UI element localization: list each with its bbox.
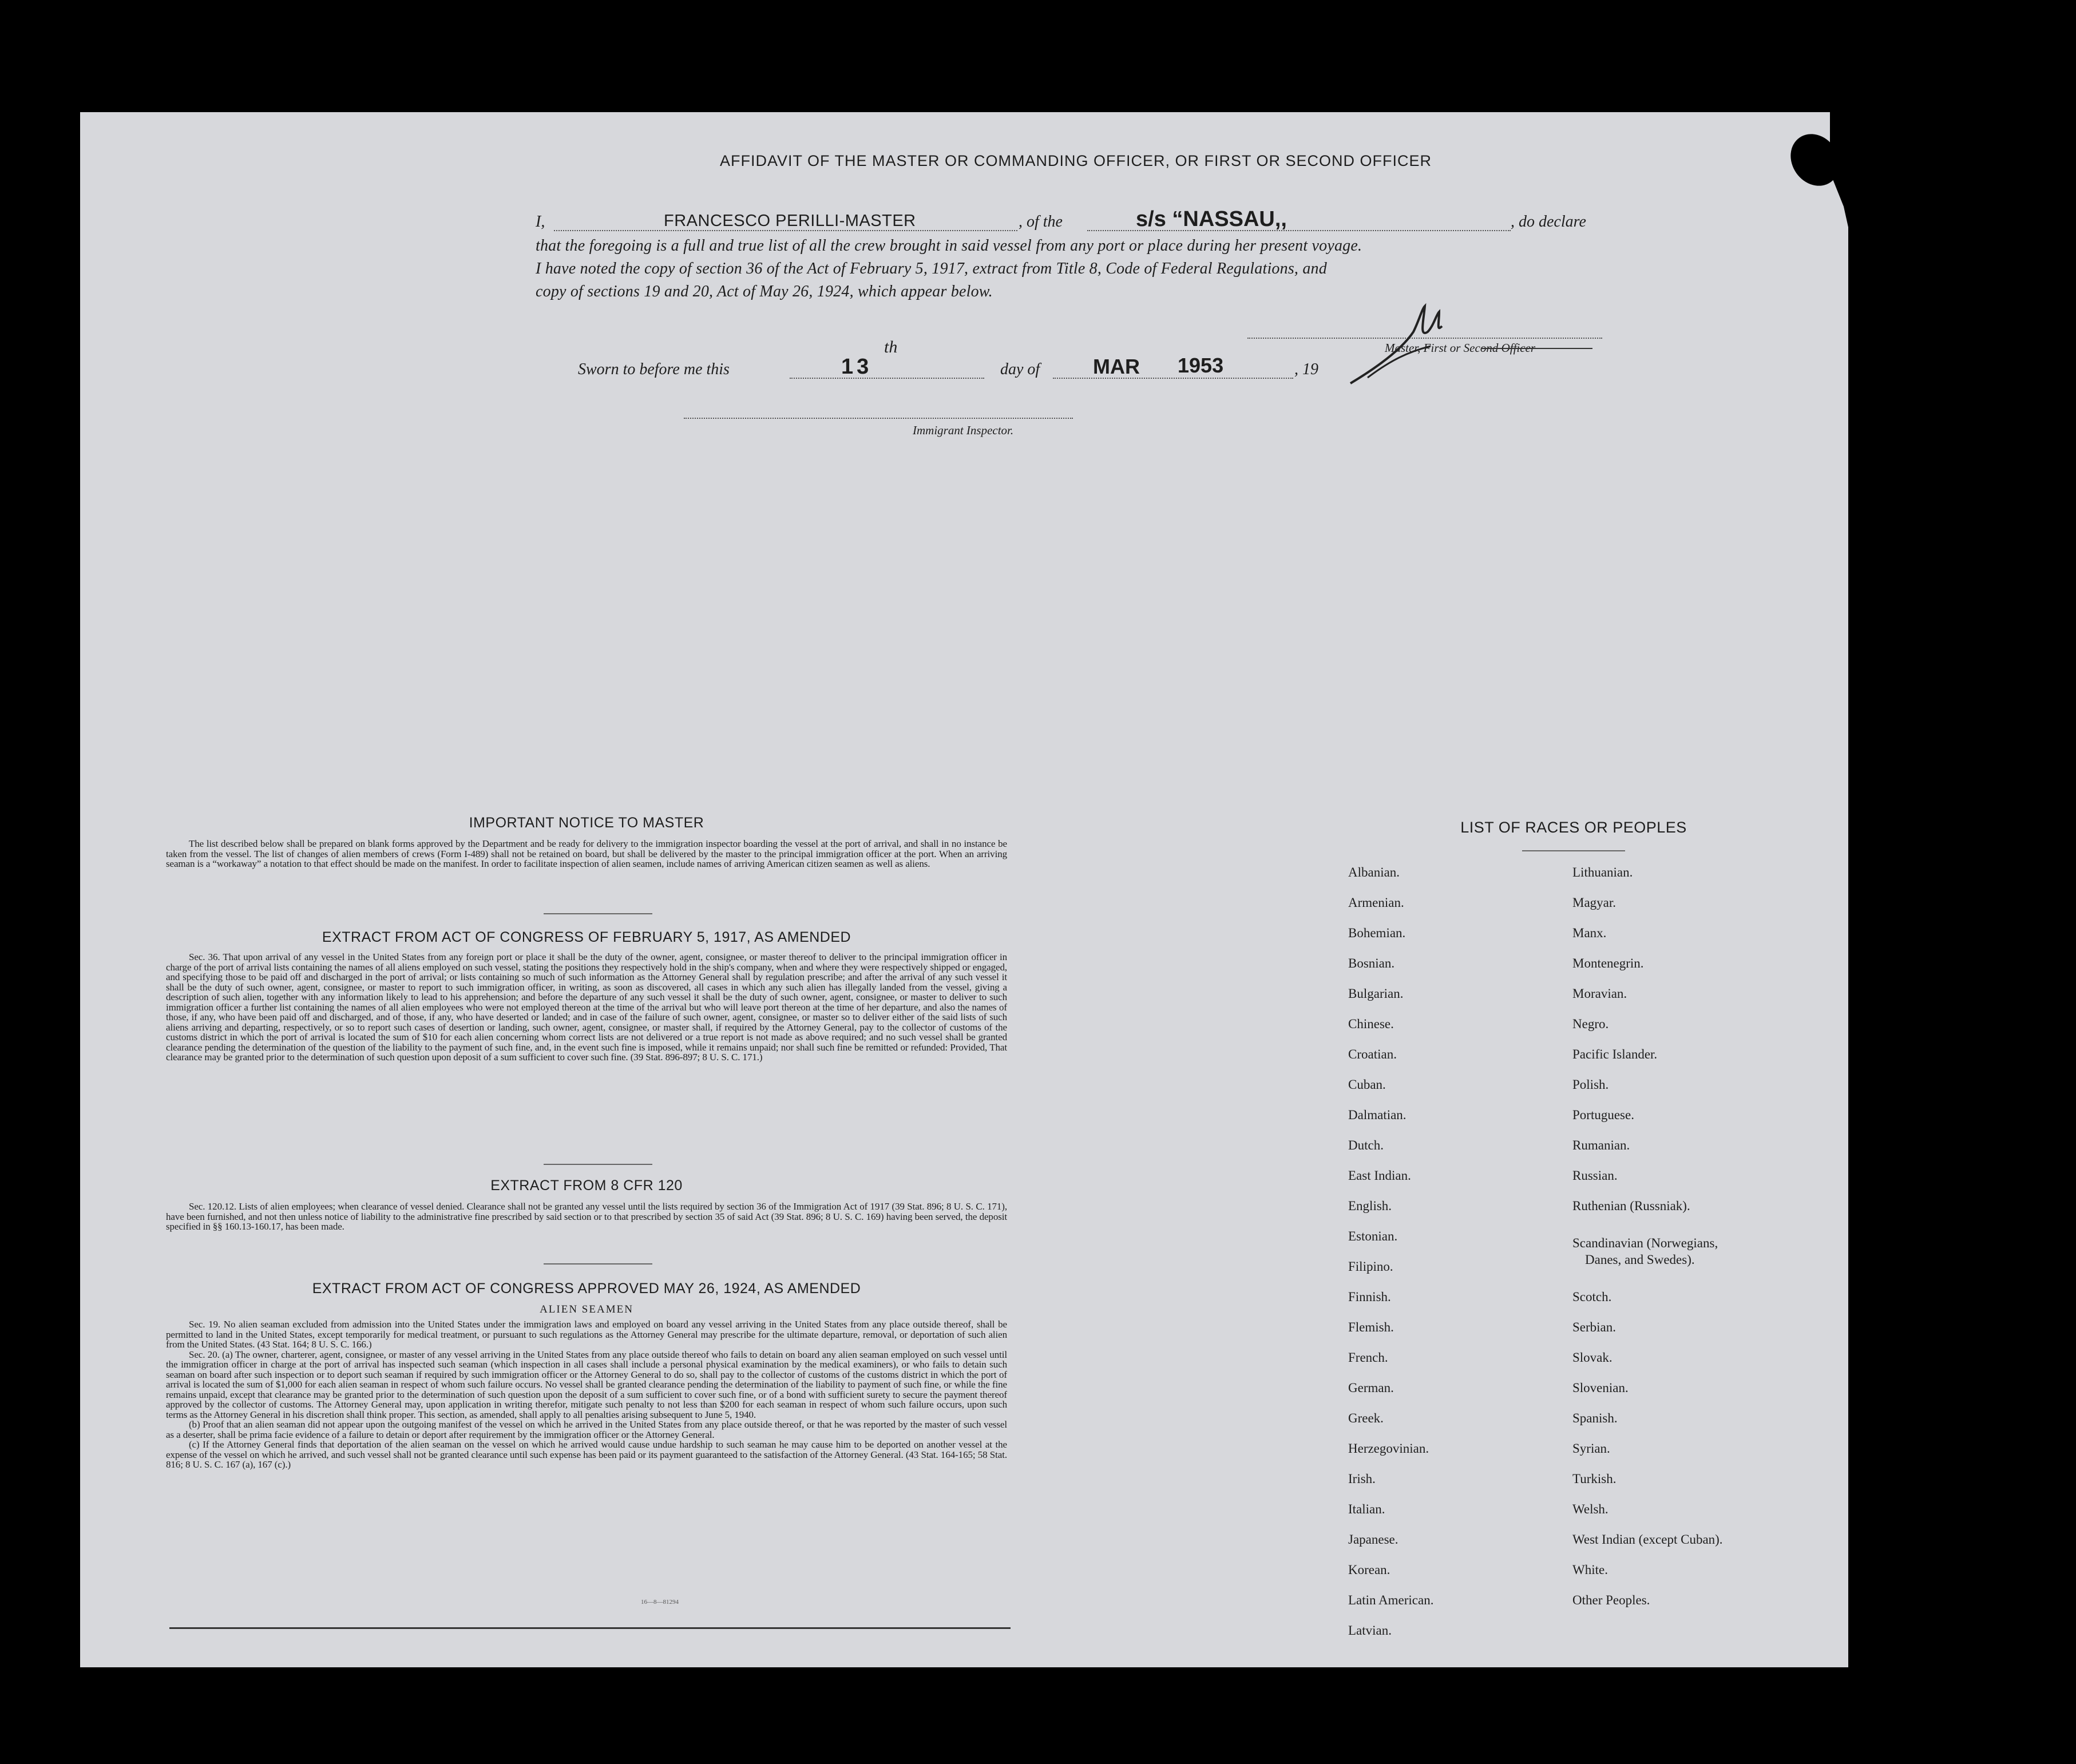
race-item: Bulgarian. [1348,986,1404,1001]
race-item: Slovenian. [1572,1381,1629,1395]
signer-caption: Master, First or Second Officer [1385,341,1536,355]
race-item: Estonian. [1348,1229,1398,1243]
race-item: Korean. [1348,1563,1390,1577]
declaration-line-2: that the foregoing is a full and true list of all the crew brought in said vessel from any port or place during her present voyage. [536,237,1362,255]
race-item: Chinese. [1348,1017,1394,1031]
race-item: Dutch. [1348,1138,1384,1152]
declaration-line-4: copy of sections 19 and 20, Act of May 26, 1924, which appear below. [536,283,993,300]
race-item: Negro. [1572,1017,1609,1031]
sworn-day: 13 [841,355,873,379]
race-item: Spanish. [1572,1411,1618,1425]
punch-hole [1951,1612,1975,1636]
race-item: Dalmatian. [1348,1108,1407,1122]
extract-1917-paragraph: Sec. 36. That upon arrival of any vessel in the United States from any foreign port or place it shall be the duty of the owner, agent, consignee, or master thereof to deliver to the principal immigration officer in charge of the port of arrival lists containing the names of all aliens employed on such vessel, stating the positions they respectively hold in the ship's company, when and where they were respectively shipped or engaged, and specifying those to be paid off and discharged in the port of arrival; or lists containing so much of such information as the Attorney General shall by regulation prescribe; and after the arrival of any such vessel it shall be the duty of such owner, agent, consignee, or master to report to such immigration officer, in writing, as soon as discovered, all cases in which any such alien has illegally landed from the vessel, giving a description of such alien, together with any information likely to lead to his apprehension; and before the departure of any such vessel it shall be the duty of such owner, agent, consignee, or master to deliver to such immigration officer a further list containing the names of all alien employees who were not employed thereon at the time of the arrival but who will leave port thereon at the time of her departure, and also the names of those, if any, who have been paid off and discharged, and of those, if any, who have deserted or landed; and in case of the failure of such owner, agent, consignee, or master so to deliver either of the said lists of such aliens arriving and departing, respectively, or so to report such cases of desertion or landing, such owner, agent, consignee, or master shall, if required by the Attorney General, pay to the collector of customs of the customs district in which the port of arrival is located the sum of $10 for each alien concerning whom correct lists are not delivered or a true report is not made as above required; and no such vessel shall be granted clearance pending the determination of the question of the liability to the payment of such fine, and, in the event such fine is imposed, while it remains unpaid; nor shall such fine be remitted or refunded: Provided, That clearance may be granted prior to the determination of such question upon deposit of a sum sufficient to cover such fine. (39 Stat. 896-897; 8 U. S. C. 171.) [166,952,1007,1063]
race-item: Manx. [1572,926,1607,940]
ink-smudge [1831,117,1854,146]
race-item: Ruthenian (Russniak). [1572,1199,1690,1213]
race-item: Cuban. [1348,1077,1386,1092]
race-item: Japanese. [1348,1532,1398,1547]
extract-1924-subtitle: ALIEN SEAMEN [540,1303,633,1315]
race-item: Bosnian. [1348,956,1395,970]
race-item: Magyar. [1572,895,1617,910]
sworn-month: MAR [1093,355,1140,378]
divider [544,1164,652,1165]
inspector-line [684,418,1073,419]
section-20c: (c) If the Attorney General finds that deportation of the alien seaman on the vessel on which he arrived would cause undue hardship to such seaman he may cause him to be deported on another vessel at the expense of the vessel on which he arrived, and such vessel shall not be granted clearance until such expense has been paid or its payment guaranteed to the satisfaction of the Attorney General. (43 Stat. 164-165; 58 Stat. 816; 8 U. S. C. 167 (a), 167 (c).) [166,1439,1007,1470]
race-item: Serbian. [1572,1320,1617,1334]
notice-title: IMPORTANT NOTICE TO MASTER [469,815,704,831]
punch-hole [1951,671,1975,695]
do-declare-text: , do declare [1511,213,1586,231]
divider [1522,850,1625,851]
of-the-text: , of the [1019,213,1063,231]
race-item: Latin American. [1348,1593,1434,1607]
master-name: FRANCESCO PERILLI-MASTER [664,212,916,230]
race-item: Croatian. [1348,1047,1397,1061]
race-item: Turkish. [1572,1472,1617,1486]
bottom-rule [169,1627,1011,1629]
punch-hole [1951,1525,1975,1549]
extract-cfr-text [166,1202,1007,1232]
notice-text [166,839,1007,869]
race-item: West Indian (except Cuban). [1572,1532,1723,1547]
extract-cfr-title: EXTRACT FROM 8 CFR 120 [490,1178,683,1194]
race-item: Latvian. [1348,1623,1392,1638]
extract-1924-title: EXTRACT FROM ACT OF CONGRESS APPROVED MAY 26, 1924, AS AMENDED [312,1281,861,1297]
race-item: English. [1348,1199,1392,1213]
race-item: German. [1348,1381,1394,1395]
race-item: Rumanian. [1572,1138,1630,1152]
race-item: Albanian. [1348,865,1400,879]
race-item: Scotch. [1572,1290,1612,1304]
declaration-line-3: I have noted the copy of section 36 of the Act of February 5, 1917, extract from Title 8, Code of Federal Regulations, and [536,260,1327,278]
race-item: Syrian. [1572,1441,1610,1456]
print-code: 16—8—81294 [641,1599,679,1606]
vessel-name: s/s “NASSAU,, [1136,207,1287,231]
section-19: Sec. 19. No alien seaman excluded from admission into the United States under the immigration laws and employed on board any vessel arriving in the United States from any place outside thereof, shall be permitted to land in the United States, except temporarily for medical treatment, or pursuant to such regulations as the Attorney General may prescribe for the ultimate departure, removal, or deportation of such alien from the United States. (43 Stat. 164; 8 U. S. C. 166.) [166,1319,1007,1350]
month-fill-line [1053,378,1293,379]
day-suffix: th [884,338,898,356]
signature [1333,298,1459,389]
race-item: French. [1348,1350,1388,1365]
punch-hole [1951,1173,1975,1197]
race-item: White. [1572,1563,1608,1577]
strike-through [1481,348,1592,349]
race-item: Slovak. [1572,1350,1613,1365]
punch-hole [1951,577,1975,601]
affidavit-i: I, [536,213,545,231]
race-item: Russian. [1572,1168,1618,1183]
extract-1917-text [166,952,1007,1063]
day-of-text: day of [1000,360,1040,378]
race-item: Welsh. [1572,1502,1608,1516]
race-item: Polish. [1572,1077,1609,1092]
race-item: Scandinavian (Norwegians, [1572,1236,1718,1250]
race-item: Finnish. [1348,1290,1391,1304]
section-20a: Sec. 20. (a) The owner, charterer, agent, consignee, or master of any vessel arriving in the United States from any place outside thereof who fails to detain on board any alien seaman employed on such vessel until the immigration officer in charge at the port of arrival has inspected such seaman (which inspection in all cases shall include a personal physical examination by the medical examiners), or who fails to detain such seaman on board after such inspection or to deport such seaman if required by such immigration officer or the Attorney General to do so, shall pay to the collector of customs of the customs district in which the port of arrival is located the sum of $1,000 for each alien seaman in respect of whom such failure occurs. No vessel shall be granted clearance pending the determination of the liability to payment of such fine, or while the fine remains unpaid, except that clearance may be granted prior to the determination of such question upon the deposit of a sum sufficient to cover such fine, or of a bond with sufficient surety to secure the payment thereof approved by the collector of customs. The Attorney General may, upon application in writing therefor, mitigate such penalty to not less than $200 for each seaman in respect of whom such failure occurs, upon such terms as the Attorney General in his discretion shall think proper. This section, as amended, shall apply to all penalties arising subsequent to June 5, 1940. [166,1349,1007,1420]
notice-paragraph: The list described below shall be prepared on blank forms approved by the Department and be ready for delivery to the immigration inspector boarding the vessel at the port of arrival, and shall in no instance be taken from the vessel. The list of changes of alien members of crews (Form I-489) shall not be retained on board, but shall be delivered by the master to the principal immigration officer at the port. When an arriving seaman is a “workaway” a notation to that effect should be made on the manifest. In order to facilitate inspection of alien seamen, include names of arriving American citizen seamen as well as aliens. [166,838,1007,869]
race-item: Danes, and Swedes). [1585,1252,1695,1267]
punch-hole [1951,1262,1975,1286]
affidavit-title: AFFIDAVIT OF THE MASTER OR COMMANDING OFFICER, OR FIRST OR SECOND OFFICER [719,152,1432,169]
punch-hole [1951,312,1975,336]
divider [544,913,652,914]
race-item: Pacific Islander. [1572,1047,1658,1061]
sworn-text: Sworn to before me this [578,360,730,378]
race-item: Armenian. [1348,895,1404,910]
divider [544,1263,652,1264]
race-item: Portuguese. [1572,1108,1634,1122]
race-item: Moravian. [1572,986,1627,1001]
race-item: Italian. [1348,1502,1385,1516]
race-item: Greek. [1348,1411,1384,1425]
sworn-year: 1953 [1178,354,1224,377]
race-item: Herzegovinian. [1348,1441,1429,1456]
race-item: Bohemian. [1348,926,1406,940]
race-item: Irish. [1348,1472,1376,1486]
race-item: Montenegrin. [1572,956,1644,970]
inspector-caption: Immigrant Inspector. [913,423,1014,437]
races-title: LIST OF RACES OR PEOPLES [1460,819,1687,836]
race-item: Flemish. [1348,1320,1394,1334]
race-item: Lithuanian. [1572,865,1633,879]
nineteen-text: , 19 [1294,360,1318,378]
race-item: East Indian. [1348,1168,1411,1183]
extract-1917-title: EXTRACT FROM ACT OF CONGRESS OF FEBRUARY 5, 1917, AS AMENDED [322,929,851,945]
section-20b: (b) Proof that an alien seaman did not appear upon the outgoing manifest of the vessel on which he arrived in the United States from any place outside thereof, or that he was reported by the master of such vessel as a deserter, shall be prima facie evidence of a failure to detain or deport after requirement by the immigration officer or the Attorney General. [166,1419,1007,1440]
day-fill-line [790,378,984,379]
race-item: Filipino. [1348,1259,1393,1274]
extract-1924-text [166,1319,1007,1470]
extract-cfr-paragraph: Sec. 120.12. Lists of alien employees; when clearance of vessel denied. Clearance shall not be granted any vessel until the lists required by section 36 of the Immigration Act of 1917 (39 Stat. 896; 8 U. S. C. 171), have been furnished, and not then unless notice of liability to the administrative fine prescribed by said section or to that prescribed by section 35 of said Act (39 Stat. 896; 8 U. S. C. 169) having been served, the deposit specified in §§ 160.13-160.17, has been made. [166,1201,1007,1232]
race-item: Other Peoples. [1572,1593,1650,1607]
